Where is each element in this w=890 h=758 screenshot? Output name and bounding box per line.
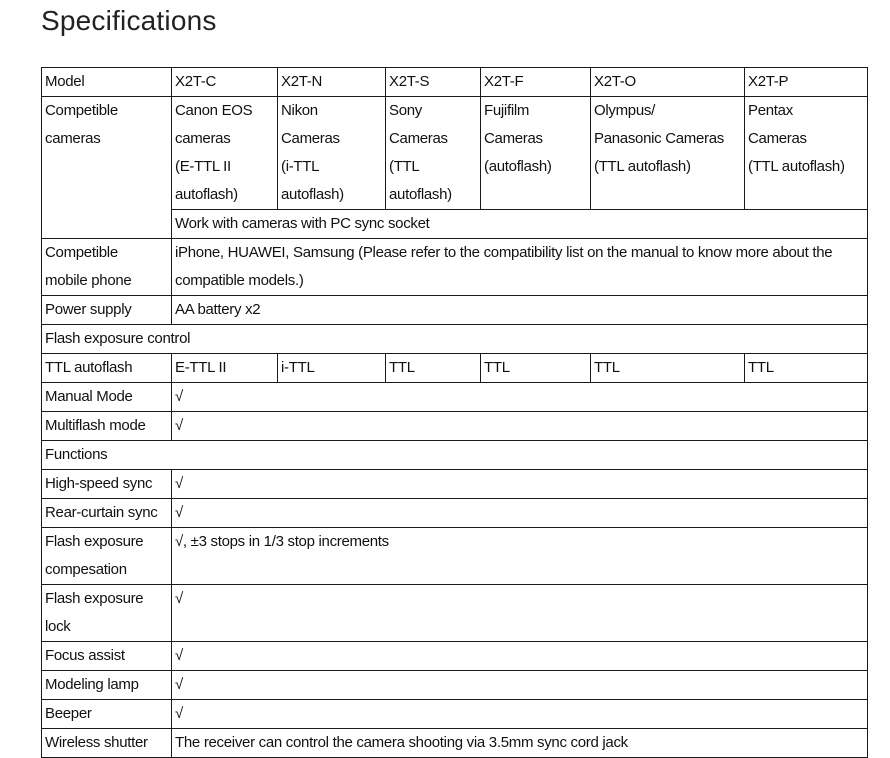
model-name-x2t-s: X2T-S bbox=[386, 68, 481, 97]
model-label: Model bbox=[42, 68, 172, 97]
mobile-phone-row bbox=[42, 239, 868, 296]
ttl-autoflash-x2t-s: TTL bbox=[386, 354, 481, 383]
ttl-autoflash-x2t-n: i-TTL bbox=[278, 354, 386, 383]
beeper-label: Beeper bbox=[42, 700, 172, 729]
compatible-cameras-x2t-s: Sony Cameras (TTL autoflash) bbox=[386, 97, 481, 210]
ttl-autoflash-row bbox=[42, 354, 868, 383]
page-title: Specifications bbox=[41, 5, 217, 36]
manual-mode-check: √ bbox=[172, 383, 868, 412]
compatible-cameras-x2t-o: Olympus/ Panasonic Cameras (TTL autoflash) bbox=[591, 97, 745, 210]
flash-exposure-lock-row bbox=[42, 585, 868, 642]
multiflash-mode-check: √ bbox=[172, 412, 868, 441]
model-name-x2t-o: X2T-O bbox=[591, 68, 745, 97]
modeling-lamp-check: √ bbox=[172, 671, 868, 700]
functions-heading: Functions bbox=[42, 441, 868, 470]
pc-sync-note: Work with cameras with PC sync socket bbox=[172, 210, 868, 239]
flash-exposure-control-heading: Flash exposure control bbox=[42, 325, 868, 354]
ttl-autoflash-x2t-o: TTL bbox=[591, 354, 745, 383]
model-name-x2t-p: X2T-P bbox=[745, 68, 868, 97]
manual-mode-row bbox=[42, 383, 868, 412]
ttl-autoflash-x2t-c: E-TTL II bbox=[172, 354, 278, 383]
manual-mode-label: Manual Mode bbox=[42, 383, 172, 412]
rear-curtain-sync-check: √ bbox=[172, 499, 868, 528]
wireless-shutter-value: The receiver can control the camera shooting via 3.5mm sync cord jack bbox=[172, 729, 868, 758]
specifications-table bbox=[41, 67, 868, 758]
high-speed-sync-row bbox=[42, 470, 868, 499]
mobile-phone-value: iPhone, HUAWEI, Samsung (Please refer to the compatibility list on the manual to know more about the compatible models.) bbox=[172, 239, 868, 296]
multiflash-mode-label: Multiflash mode bbox=[42, 412, 172, 441]
high-speed-sync-check: √ bbox=[172, 470, 868, 499]
flash-exposure-compensation-value: √, ±3 stops in 1/3 stop increments bbox=[172, 528, 868, 585]
ttl-autoflash-x2t-p: TTL bbox=[745, 354, 868, 383]
model-name-x2t-n: X2T-N bbox=[278, 68, 386, 97]
flash-exposure-lock-label: Flash exposure lock bbox=[42, 585, 172, 642]
functions-section-row bbox=[42, 441, 868, 470]
power-supply-label: Power supply bbox=[42, 296, 172, 325]
focus-assist-label: Focus assist bbox=[42, 642, 172, 671]
compatible-cameras-x2t-f: Fujifilm Cameras (autoflash) bbox=[481, 97, 591, 210]
compatible-cameras-x2t-c: Canon EOS cameras (E-TTL II autoflash) bbox=[172, 97, 278, 210]
rear-curtain-sync-label: Rear-curtain sync bbox=[42, 499, 172, 528]
wireless-shutter-row bbox=[42, 729, 868, 758]
compatible-cameras-x2t-n: Nikon Cameras (i-TTL autoflash) bbox=[278, 97, 386, 210]
flash-exposure-control-section-row bbox=[42, 325, 868, 354]
beeper-row bbox=[42, 700, 868, 729]
mobile-phone-label: Competible mobile phone bbox=[42, 239, 172, 296]
power-supply-value: AA battery x2 bbox=[172, 296, 868, 325]
multiflash-mode-row bbox=[42, 412, 868, 441]
ttl-autoflash-x2t-f: TTL bbox=[481, 354, 591, 383]
modeling-lamp-row bbox=[42, 671, 868, 700]
flash-exposure-lock-check: √ bbox=[172, 585, 868, 642]
model-name-x2t-c: X2T-C bbox=[172, 68, 278, 97]
focus-assist-check: √ bbox=[172, 642, 868, 671]
compatible-cameras-label: Competible cameras bbox=[42, 97, 172, 239]
beeper-check: √ bbox=[172, 700, 868, 729]
power-supply-row bbox=[42, 296, 868, 325]
flash-exposure-compensation-label: Flash exposure compesation bbox=[42, 528, 172, 585]
compatible-cameras-x2t-p: Pentax Cameras (TTL autoflash) bbox=[745, 97, 868, 210]
model-name-x2t-f: X2T-F bbox=[481, 68, 591, 97]
ttl-autoflash-label: TTL autoflash bbox=[42, 354, 172, 383]
flash-exposure-compensation-row bbox=[42, 528, 868, 585]
wireless-shutter-label: Wireless shutter bbox=[42, 729, 172, 758]
rear-curtain-sync-row bbox=[42, 499, 868, 528]
modeling-lamp-label: Modeling lamp bbox=[42, 671, 172, 700]
compatible-cameras-row bbox=[42, 97, 868, 210]
focus-assist-row bbox=[42, 642, 868, 671]
high-speed-sync-label: High-speed sync bbox=[42, 470, 172, 499]
model-row bbox=[42, 68, 868, 97]
